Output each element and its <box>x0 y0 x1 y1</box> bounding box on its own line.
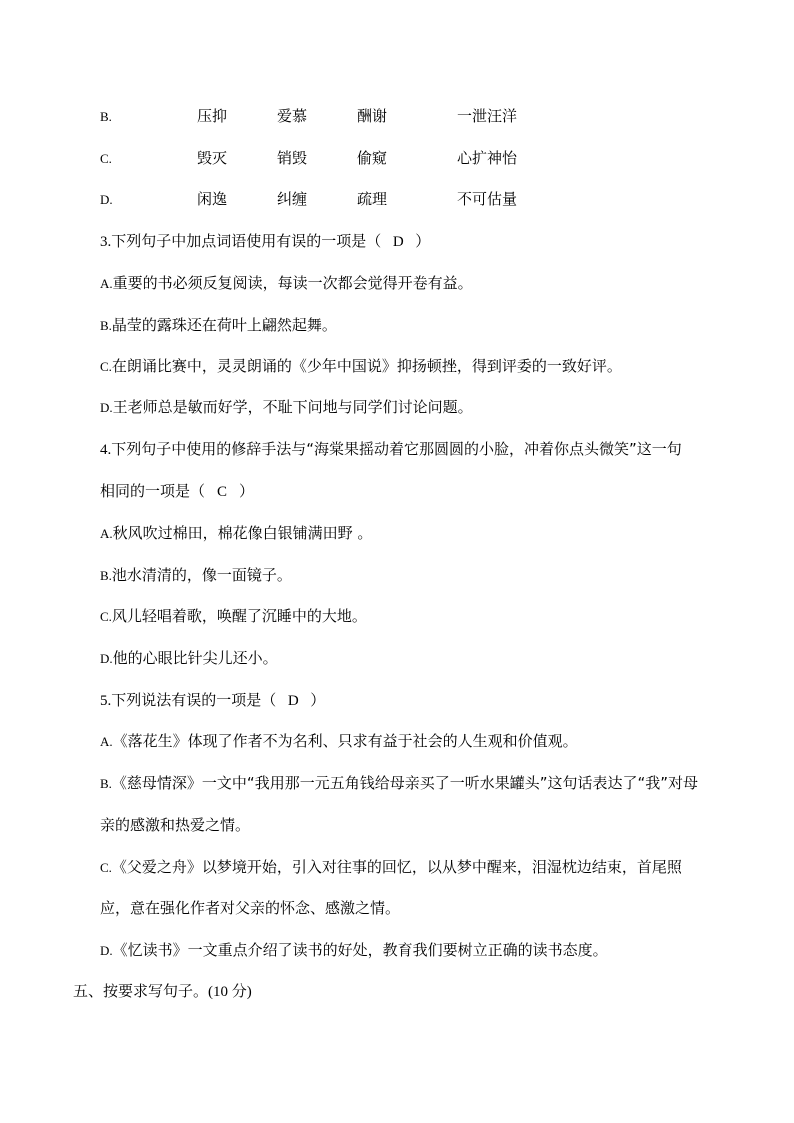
option-text: 《忆读书》一文重点介绍了读书的好处，教育我们要树立正确的读书态度。 <box>112 941 608 959</box>
q3-option-d <box>100 397 473 418</box>
option-word: 一泄汪洋 <box>457 107 518 125</box>
option-label: B. <box>100 776 112 791</box>
question-text: 下列句子中使用的修辞手法与“海棠果摇动着它那圆圆的小脸，冲着你点头微笑”这一句 <box>111 440 682 458</box>
option-word: 心扩神怡 <box>457 149 518 167</box>
option-label: A. <box>100 734 113 749</box>
option-word: 偷窥 <box>357 149 388 167</box>
option-label: B. <box>100 568 112 583</box>
option-label: C. <box>100 609 112 624</box>
section-heading <box>73 981 252 1002</box>
q4-stem-line2 <box>100 481 254 502</box>
option-text: 重要的书必须反复阅读，每读一次都会觉得开卷有益。 <box>112 274 473 292</box>
question-text-end: ） <box>239 482 255 500</box>
question-text-end: ） <box>310 691 326 709</box>
option-label: A. <box>100 276 113 291</box>
q3-option-b <box>100 315 337 336</box>
option-word: 爱慕 <box>277 107 308 125</box>
option-text: 在朗诵比赛中，灵灵朗诵的《少年中国说》抑扬顿挫，得到评委的一致好评。 <box>111 357 622 375</box>
question-number: 5. <box>100 693 112 709</box>
option-label: D. <box>100 192 113 207</box>
question-text: 下列句子中加点词语使用有误的一项是（ <box>111 232 382 250</box>
option-word: 不可估量 <box>457 190 518 208</box>
q5-option-c-line2 <box>100 898 400 918</box>
option-label: A. <box>100 526 113 541</box>
option-text: 风儿轻唱着歌，唤醒了沉睡中的大地。 <box>111 607 367 625</box>
q2-option-d <box>100 189 518 210</box>
answer-letter: D <box>392 234 404 250</box>
option-word: 纠缠 <box>277 190 308 208</box>
q5-stem <box>100 690 325 711</box>
q5-option-b-line1 <box>100 773 698 794</box>
section-title: 五、按要求写句子。 <box>73 982 209 1000</box>
option-text: 晶莹的露珠还在荷叶上翩然起舞。 <box>111 316 337 334</box>
option-word: 疏理 <box>357 190 388 208</box>
option-text: 他的心眼比针尖儿还小。 <box>112 649 278 667</box>
option-text: 秋风吹过棉田，棉花像白银铺满田野 。 <box>112 524 373 542</box>
option-word: 销毁 <box>277 149 308 167</box>
q3-option-a <box>100 273 473 294</box>
question-text-end: ） <box>415 232 431 250</box>
q5-option-b-line2 <box>100 815 250 835</box>
question-number: 4. <box>100 442 112 458</box>
question-number: 3. <box>100 234 112 250</box>
option-word: 压抑 <box>197 107 228 125</box>
q2-option-b <box>100 106 518 127</box>
option-text: 应，意在强化作者对父亲的怀念、感激之情。 <box>100 899 401 917</box>
q5-option-c-line1 <box>100 857 682 878</box>
option-word: 闲逸 <box>197 190 228 208</box>
q2-option-c <box>100 148 518 169</box>
q4-option-d <box>100 648 278 669</box>
q5-option-d <box>100 940 608 961</box>
option-label: C. <box>100 359 112 374</box>
option-label: B. <box>100 109 112 124</box>
option-label: C. <box>100 860 112 875</box>
q4-option-a <box>100 523 372 544</box>
option-text: 《慈母情深》一文中“我用那一元五角钱给母亲买了一听水果罐头”这句话表达了“我”对母 <box>111 774 699 792</box>
q5-option-a <box>100 731 578 752</box>
q4-option-b <box>100 565 292 586</box>
q3-option-c <box>100 356 622 377</box>
option-text: 王老师总是敏而好学，不耻下问地与同学们讨论问题。 <box>112 398 473 416</box>
option-label: D. <box>100 400 113 415</box>
option-text: 《落花生》体现了作者不为名利、只求有益于社会的人生观和价值观。 <box>112 732 578 750</box>
q4-stem-line1 <box>100 439 682 460</box>
option-label: D. <box>100 651 113 666</box>
answer-letter: D <box>287 693 299 709</box>
q3-stem <box>100 231 430 252</box>
option-word: 酬谢 <box>357 107 388 125</box>
q4-option-c <box>100 606 367 627</box>
question-text: 相同的一项是（ <box>100 482 206 500</box>
section-score: (10 分) <box>208 984 252 1000</box>
option-word: 毁灭 <box>197 149 228 167</box>
option-text: 亲的感激和热爱之情。 <box>100 816 251 834</box>
answer-letter: C <box>217 484 228 500</box>
question-text: 下列说法有误的一项是（ <box>111 691 277 709</box>
option-text: 《父爱之舟》以梦境开始，引入对往事的回忆，以从梦中醒来，泪湿枕边结束，首尾照 <box>111 858 682 876</box>
option-label: B. <box>100 318 112 333</box>
option-label: C. <box>100 151 112 166</box>
option-label: D. <box>100 943 113 958</box>
option-text: 池水清清的，像一面镜子。 <box>111 566 292 584</box>
